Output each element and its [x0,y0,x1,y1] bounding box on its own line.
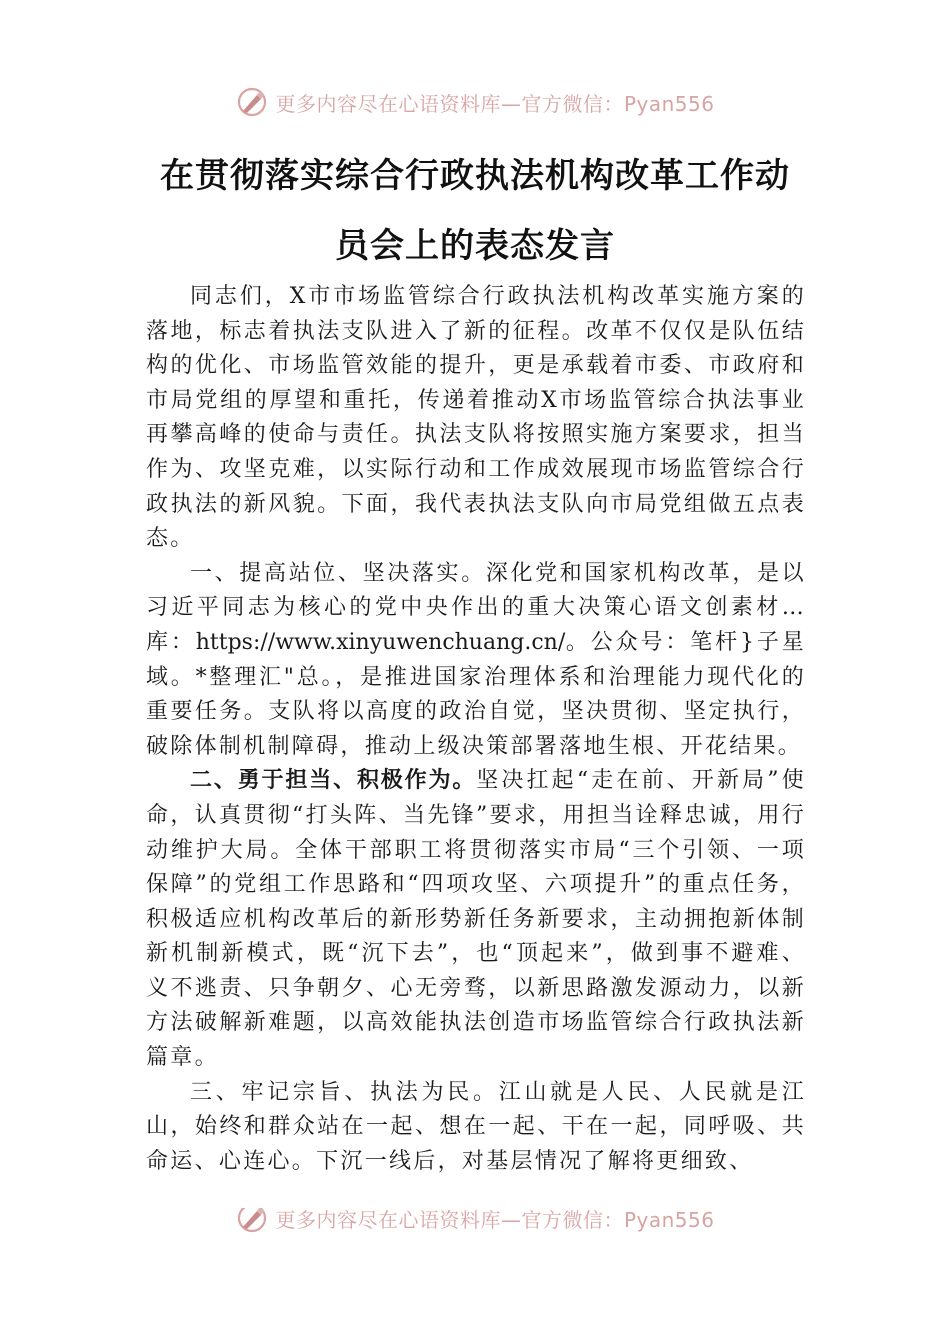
watermark-footer [0,1208,950,1238]
paragraph-text: 坚决扛起“走在前、开新局”使命，认真贯彻“打头阵、当先锋”要求，用担当诠释忠诚，用行动维护大局。全体干部职工将贯彻落实市局“三个引领、一项保障”的党组工作思路和“四项攻坚、六项提升”的重点任务，积极适应机构改革后的新形势新任务新要求，主动拥抱新体制新机制新模式，既“沉下去”，也“顶起来”，做到事不避难、义不逃责、只争朝夕、心无旁骛，以新思路激发源动力，以新方法破解新难题，以高效能执法创造市场监管综合行政执法新篇章。 [146,768,806,1071]
paragraph-text: 一、提高站位、坚决落实。深化党和国家机构改革，是以习近平同志为核心的党中央作出的重大决策心语文创素材…库： [146,560,806,655]
paragraph-1 [146,280,806,557]
paragraph-heading: 二、勇于担当、积极作为。 [190,768,477,794]
pen-nib-logo-icon [235,1208,269,1235]
document-title-line-2: 员会上的表态发言 [335,226,615,266]
paragraph-text: 同志们，X市市场监管综合行政执法机构改革实施方案的落地，标志着执法支队进入了新的征程。改革不仅仅是队伍结构的优化、市场监管效能的提升，更是承载着市委、市政府和市局党组的厚望和重托，传递着推动X市场监管综合执法事业再攀高峰的使命与责任。执法支队将按照实施方案要求，担当作为、攻坚克难，以实际行动和工作成效展现市场监管综合行政执法的新风貌。下面，我代表执法支队向市局党组做五点表态。 [146,284,806,552]
document-body [146,280,806,1179]
watermark-text: 更多内容尽在心语资料库—官方微信：Pyan556 [275,1208,715,1232]
source-url: https://www.xinyuwenchuang.cn/ [195,629,566,655]
paragraph-text: 三、牢记宗旨、执法为民。江山就是人民、人民就是江山，始终和群众站在一起、想在一起、干在一起，同呼吸、共命运、心连心。下沉一线后，对基层情况了解将更细致、 [146,1079,806,1174]
paragraph-text: 。公众号：笔杆}子星域。*整理汇"总。，是推进国家治理体系和治理能力现代化的重要任务。支队将以高度的政治自觉，坚决贯彻、坚定执行，破除体制机制障碍，推动上级决策部署落地生根、开花结果。 [146,629,806,759]
paragraph-4 [146,1076,806,1180]
paragraph-2 [146,557,806,765]
paragraph-3 [146,764,806,1075]
document-title-line-1: 在贯彻落实综合行政执法机构改革工作动 [160,156,790,196]
watermark-text: 更多内容尽在心语资料库—官方微信：Pyan556 [275,91,715,116]
